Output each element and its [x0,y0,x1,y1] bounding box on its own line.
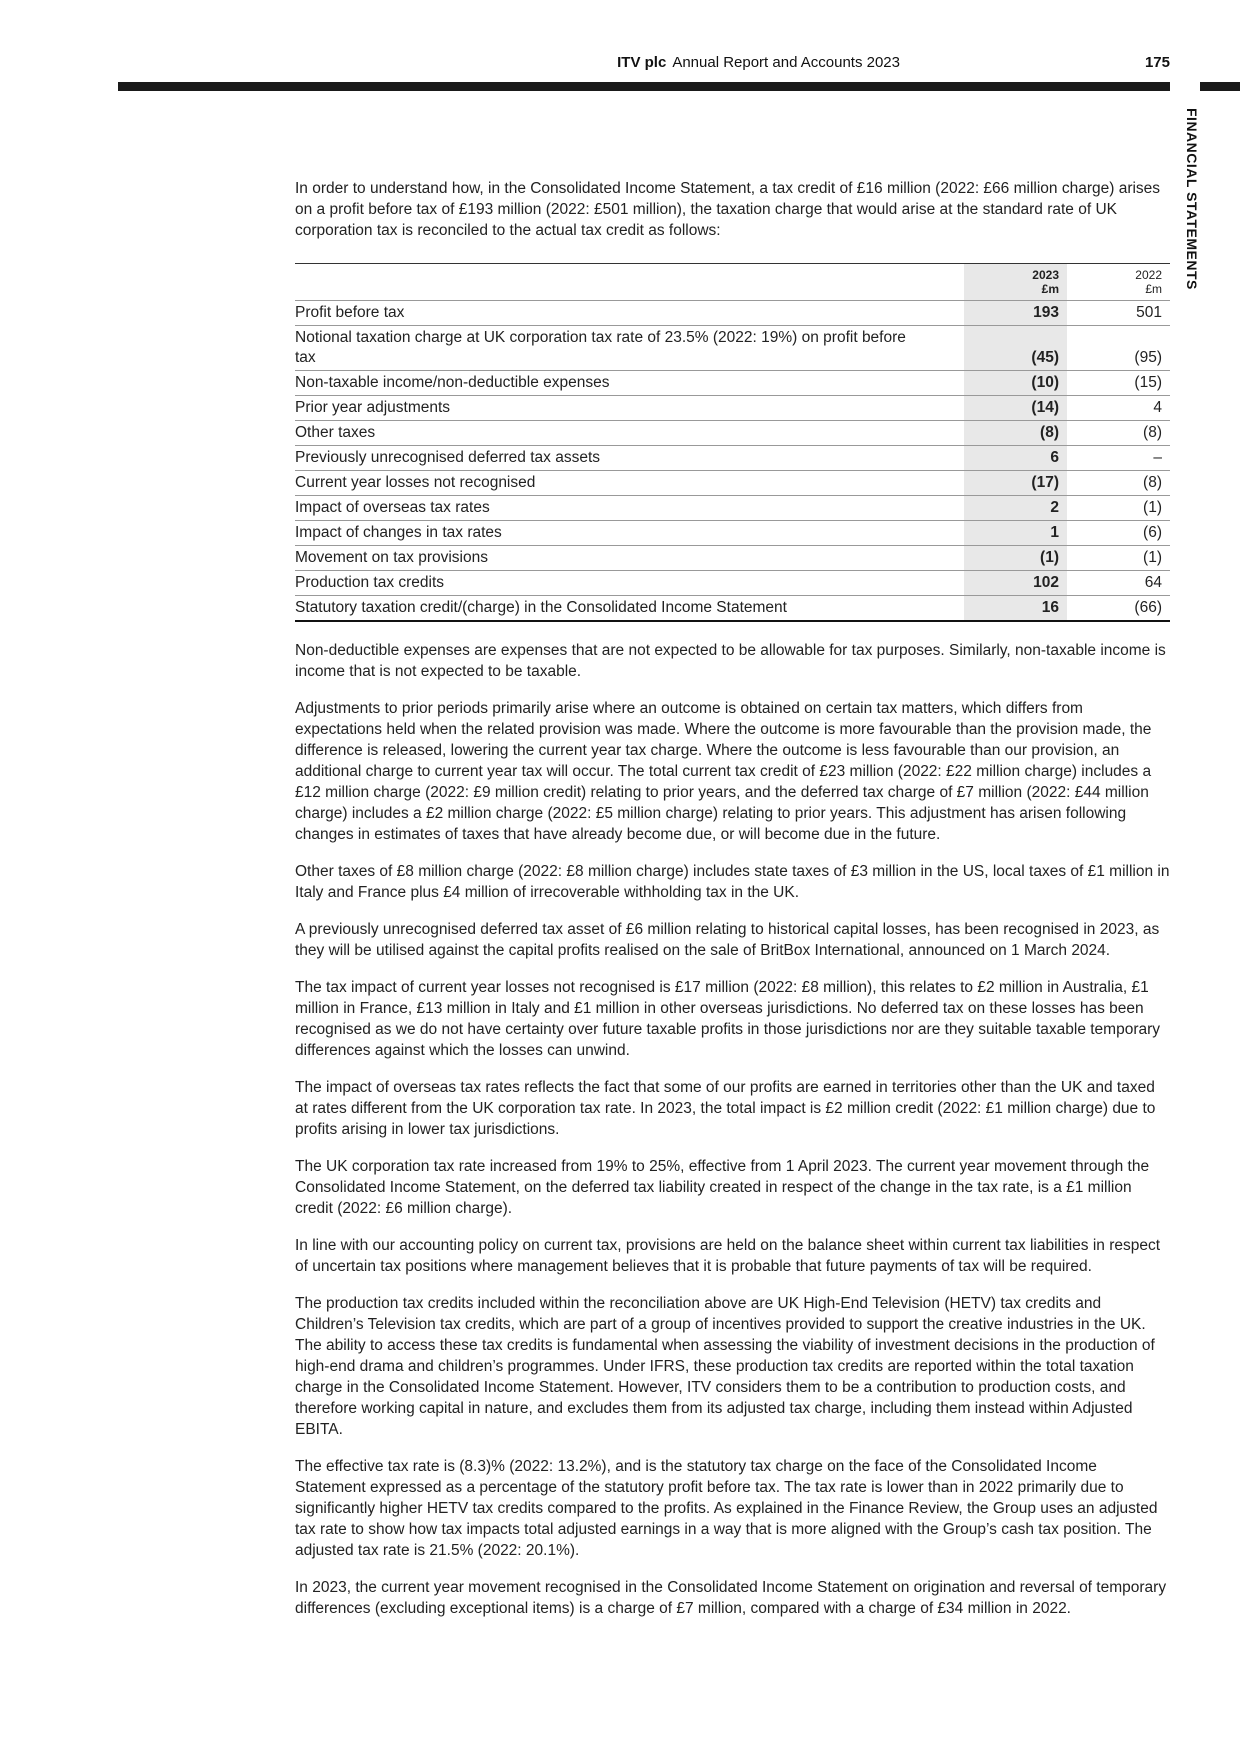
table-row [295,596,1170,622]
body-paragraph: Other taxes of £8 million charge (2022: £8 million charge) includes state taxes of £3 million in the US, local taxes of £1 million in Italy and France plus £4 million of irrecoverable withholding tax in the UK. [295,863,1170,901]
intro-paragraph: In order to understand how, in the Consolidated Income Statement, a tax credit of £16 million (2022: £66 million charge) arises on a profit before tax of £193 million (2022: £501 million), the taxation charge that would arise at the standard rate of UK corporation tax is reconciled to the actual tax credit as follows: [295,180,1161,239]
row-label: Prior year adjustments [295,396,964,421]
body-paragraph: The UK corporation tax rate increased from 19% to 25%, effective from 1 April 2023. The current year movement through the Consolidated Income Statement, on the deferred tax liability created in respect of the change in the tax rate, is a £1 million credit (2022: £6 million charge). [295,1158,1150,1217]
table-row [295,326,1170,371]
row-label: Movement on tax provisions [295,546,964,571]
body-paragraph: Adjustments to prior periods primarily arise where an outcome is obtained on certain tax matters, which differs from expectations held when the related provision was made. Where the outcome is more favourable than the provision made, the difference is released, lowering the current year tax charge. Where the outcome is less favourable than our provision, an additional charge to current year tax will occur. The total current tax credit of £23 million (2022: £22 million charge) includes a £12 million charge (2022: £9 million credit) relating to prior years, and the deferred tax charge of £7 million (2022: £44 million charge) includes a £2 million charge (2022: £5 million charge) relating to prior years. This adjustment has arisen following changes in estimates of taxes that have already become due, or will become due in the future. [295,700,1152,843]
table-row [295,571,1170,596]
table-row [295,471,1170,496]
row-label: Impact of overseas tax rates [295,496,964,521]
value-2022: – [1067,446,1170,471]
row-label: Current year losses not recognised [295,471,964,496]
value-2022: (15) [1067,371,1170,396]
body-paragraph: In 2023, the current year movement recognised in the Consolidated Income Statement on origination and reversal of temporary differences (excluding exceptional items) is a charge of £7 million, compared with a charge of £34 million in 2022. [295,1579,1167,1617]
column-header-2022: 2022 £m [1135,268,1162,296]
value-2023: 2 [964,496,1067,521]
row-label: Notional taxation charge at UK corporation tax rate of 23.5% (2022: 19%) on profit before tax [295,326,964,371]
value-2023: 16 [964,596,1067,622]
body-paragraph: The tax impact of current year losses not recognised is £17 million (2022: £8 million), this relates to £2 million in Australia, £1 million in France, £13 million in Italy and £1 million in other overseas jurisdictions. No deferred tax on these losses has been recognised as we do not have certainty over future taxable profits in those jurisdictions nor are they suitable taxable temporary differences against which the losses can unwind. [295,979,1161,1059]
value-2023: (17) [964,471,1067,496]
column-header-2023: 2023 £m [964,264,1067,301]
table-row [295,446,1170,471]
company-name: ITV plc [617,54,667,71]
value-2023: 193 [964,301,1067,326]
value-2022: (8) [1067,471,1170,496]
value-2022: 4 [1067,396,1170,421]
value-2023: (45) [964,326,1067,371]
row-label: Statutory taxation credit/(charge) in the Consolidated Income Statement [295,596,964,622]
table-row [295,421,1170,446]
value-2022: (6) [1067,521,1170,546]
table-header-row [295,264,1170,301]
body-paragraph: The production tax credits included within the reconciliation above are UK High-End Television (HETV) tax credits and Children’s Television tax credits, which are part of a group of incentives provided to support the creative industries in the UK. The ability to access these tax credits is fundamental when assessing the viability of investment decisions in the production of high-end drama and children’s programmes. Under IFRS, these production tax credits are reported within the total taxation charge in the Consolidated Income Statement. However, ITV considers them to be a contribution to production costs, and therefore working capital in nature, and excludes them from its adjusted tax charge, including them instead within Adjusted EBITA. [295,1295,1155,1438]
value-2023: 1 [964,521,1067,546]
table-row [295,546,1170,571]
page-header [0,54,1240,74]
tax-reconciliation-table [295,263,1170,622]
row-label: Production tax credits [295,571,964,596]
report-name: Annual Report and Accounts 2023 [672,54,900,71]
row-label: Non-taxable income/non-deductible expenses [295,371,964,396]
body-paragraph: The impact of overseas tax rates reflects the fact that some of our profits are earned in territories other than the UK and taxed at rates different from the UK corporation tax rate. In 2023, the total impact is £2 million credit (2022: £1 million charge) due to profits arising in lower tax jurisdictions. [295,1079,1156,1138]
header-rule [118,82,1170,91]
value-2022: (66) [1067,596,1170,622]
row-label: Previously unrecognised deferred tax assets [295,446,964,471]
value-2022: 64 [1067,571,1170,596]
section-tab-rule [1200,82,1240,91]
value-2022: (1) [1067,496,1170,521]
value-2023: 102 [964,571,1067,596]
row-label: Impact of changes in tax rates [295,521,964,546]
value-2023: (10) [964,371,1067,396]
main-content [295,178,1170,1635]
section-label: FINANCIAL STATEMENTS [1184,108,1200,290]
row-label: Other taxes [295,421,964,446]
value-2022: 501 [1067,301,1170,326]
value-2022: (95) [1067,326,1170,371]
page-number: 175 [1144,54,1170,71]
value-2022: (1) [1067,546,1170,571]
report-title [617,54,900,71]
body-paragraph: In line with our accounting policy on current tax, provisions are held on the balance sheet within current tax liabilities in respect of uncertain tax positions where management believes that it is probable that future payments of tax will be required. [295,1237,1161,1275]
row-label: Profit before tax [295,301,964,326]
body-paragraph: Non-deductible expenses are expenses that are not expected to be allowable for tax purposes. Similarly, non-taxable income is income that is not expected to be taxable. [295,642,1166,680]
body-paragraph: A previously unrecognised deferred tax asset of £6 million relating to historical capital losses, has been recognised in 2023, as they will be utilised against the capital profits realised on the sale of BritBox International, announced on 1 March 2024. [295,921,1160,959]
notes-paragraphs [295,640,1170,1619]
table-row [295,396,1170,421]
value-2022: (8) [1067,421,1170,446]
table-row [295,521,1170,546]
label-column-header [295,264,964,301]
table-row [295,371,1170,396]
value-2023: (1) [964,546,1067,571]
table-row [295,301,1170,326]
table-row [295,496,1170,521]
value-2023: (8) [964,421,1067,446]
value-2023: 6 [964,446,1067,471]
value-2023: (14) [964,396,1067,421]
body-paragraph: The effective tax rate is (8.3)% (2022: 13.2%), and is the statutory tax charge on the face of the Consolidated Income Statement expressed as a percentage of the statutory profit before tax. The tax rate is lower than in 2022 primarily due to significantly higher HETV tax credits compared to the profits. As explained in the Finance Review, the Group uses an adjusted tax rate to show how tax impacts total adjusted earnings in a way that is more aligned with the Group’s cash tax position. The adjusted tax rate is 21.5% (2022: 20.1%). [295,1458,1158,1559]
